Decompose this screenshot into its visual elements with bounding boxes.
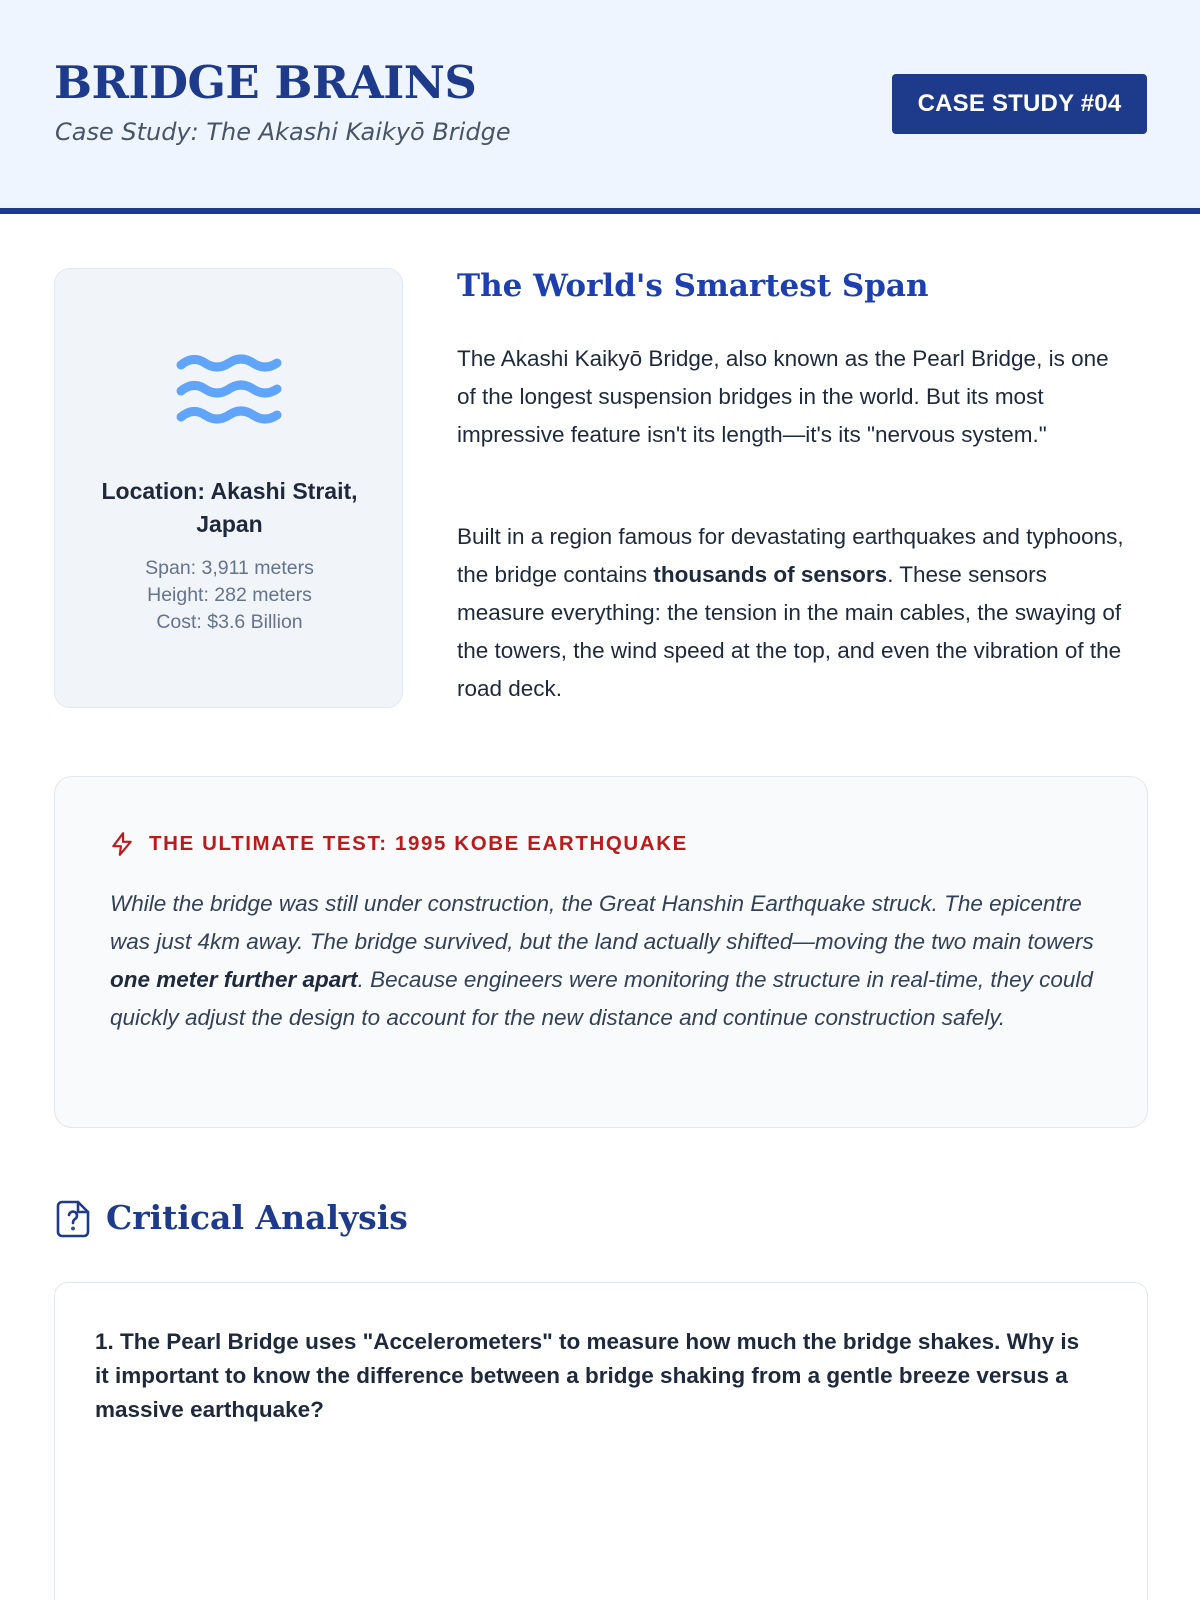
question-card	[54, 1282, 1148, 1600]
intro-paragraph-1: The Akashi Kaikyō Bridge, also known as the Pearl Bridge, is one of the longest suspension bridges in the world. But its most impressive feature isn't its length—it's its "nervous system."	[457, 346, 1109, 447]
analysis-title: Critical Analysis	[106, 1198, 408, 1237]
location-label: Location: Akashi Strait, Japan	[101, 478, 358, 537]
brand-title: BRIDGE BRAINS	[54, 56, 477, 109]
earthquake-body	[110, 885, 1110, 1037]
lightning-icon	[109, 831, 135, 857]
page-subtitle: Case Study: The Akashi Kaikyō Bridge	[55, 118, 511, 146]
question-1: 1. The Pearl Bridge uses "Accelerometers" to measure how much the bridge shakes. Why is it important to know the difference between a bridge shaking from a gentle breeze versus a massive earthquake?	[95, 1329, 1080, 1422]
question-file-icon	[56, 1200, 90, 1238]
earthquake-callout	[54, 776, 1148, 1128]
intro-paragraph-2-end: . These sensors measure everything: the tension in the main cables, the swaying of the towers, the wind speed at the top, and even the vibration of the road deck.	[457, 562, 1122, 701]
intro-paragraph-2-start: Built in a region famous for devastating earthquakes and typhoons, the bridge contains	[457, 524, 1124, 587]
intro-paragraph-2	[457, 518, 1133, 708]
earthquake-body-end: . Because engineers were monitoring the structure in real-time, they could quickly adjust the design to account for the new distance and continue construction safely.	[110, 967, 1093, 1030]
case-study-badge: CASE STUDY #04	[892, 74, 1147, 134]
intro-title: The World's Smartest Span	[457, 268, 929, 304]
span-stat: Span: 3,911 meters	[145, 557, 314, 579]
earthquake-body-start: While the bridge was still under construction, the Great Hanshin Earthquake struck. The epicentre was just 4km away. The bridge survived, but the land actually shifted—moving the two main towers	[110, 891, 1094, 954]
cost-stat: Cost: $3.6 Billion	[156, 611, 303, 633]
page-header	[0, 0, 1200, 214]
waves-icon	[175, 353, 283, 433]
sensors-emphasis: thousands of sensors	[653, 562, 888, 587]
earthquake-heading: THE ULTIMATE TEST: 1995 KOBE EARTHQUAKE	[149, 832, 688, 855]
bridge-info-card	[54, 268, 403, 708]
height-stat: Height: 282 meters	[147, 584, 312, 606]
bridge-stats	[75, 555, 384, 636]
towers-emphasis: one meter further apart	[110, 967, 358, 992]
